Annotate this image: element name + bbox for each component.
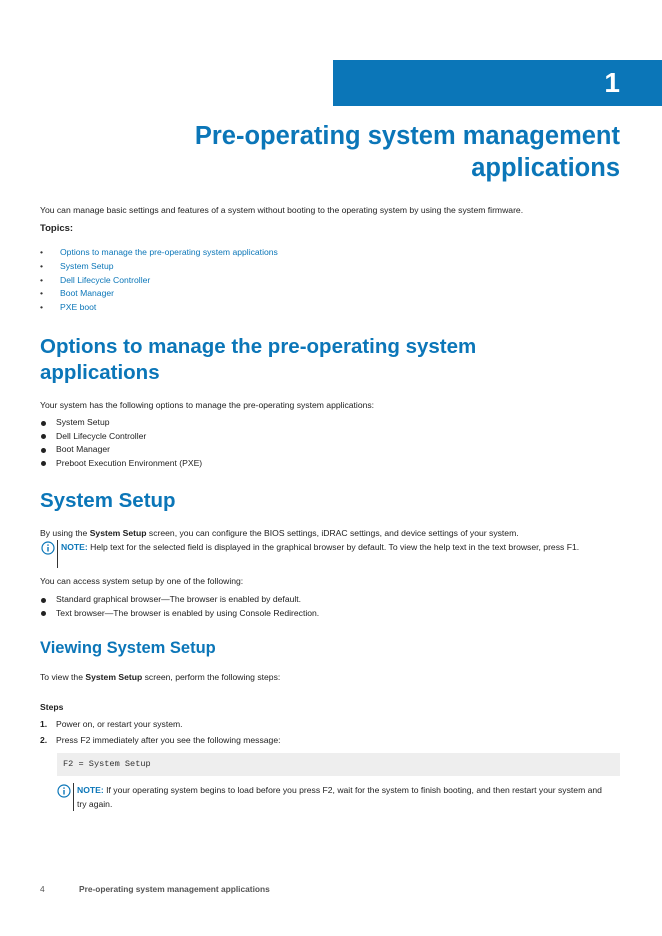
steps-label: Steps bbox=[40, 702, 64, 712]
viewing-paragraph-suffix: screen, perform the following steps: bbox=[142, 672, 281, 682]
list-item bbox=[40, 607, 319, 621]
topics-label: Topics: bbox=[40, 223, 74, 234]
bullet-dot-icon bbox=[41, 448, 46, 453]
note-help-text bbox=[41, 540, 621, 570]
chapter-title-line-1: Pre-operating system management bbox=[194, 122, 620, 150]
list-item bbox=[40, 593, 319, 607]
step-number: 2. bbox=[40, 734, 48, 745]
note-body: Help text for the selected field is displayed in the graphical browser by default. To view the help text in the text browser, press F1. bbox=[87, 542, 580, 552]
step-item bbox=[40, 734, 281, 750]
topic-item bbox=[40, 301, 278, 315]
intro-paragraph: You can manage basic settings and features of a system without booting to the operating system by using the system firmware. bbox=[40, 205, 524, 215]
topic-link-pxe-boot[interactable]: PXE boot bbox=[60, 302, 97, 313]
section-heading-options bbox=[40, 334, 476, 386]
note-rule bbox=[73, 783, 74, 811]
note-boot-timing bbox=[57, 783, 621, 813]
viewing-paragraph-bold: System Setup bbox=[85, 672, 143, 682]
options-intro: Your system has the following options to manage the pre-operating system applications: bbox=[40, 400, 375, 410]
topic-link-system-setup[interactable]: System Setup bbox=[60, 260, 114, 271]
access-list bbox=[40, 593, 319, 620]
bullet-icon: • bbox=[40, 288, 44, 299]
topic-link-lifecycle-controller[interactable]: Dell Lifecycle Controller bbox=[60, 274, 151, 285]
step-number: 1. bbox=[40, 719, 48, 729]
info-icon bbox=[41, 541, 55, 555]
steps-list bbox=[40, 718, 281, 749]
chapter-number: 1 bbox=[604, 67, 620, 98]
bullet-dot-icon bbox=[41, 461, 46, 466]
chapter-title bbox=[60, 120, 620, 184]
note-body: If your operating system begins to load before you press F2, wait for the system to finish booting, and then restart your system and try again. bbox=[77, 785, 602, 809]
list-item-text: Preboot Execution Environment (PXE) bbox=[56, 457, 203, 468]
setup-paragraph-suffix: screen, you can configure the BIOS settings, iDRAC settings, and device settings of your system. bbox=[146, 528, 519, 538]
list-item bbox=[40, 443, 202, 457]
footer-title: Pre-operating system management applications bbox=[79, 884, 270, 894]
step-text: Press F2 immediately after you see the following message: bbox=[56, 734, 281, 745]
code-block bbox=[57, 753, 620, 776]
chapter-number-banner bbox=[333, 60, 662, 106]
topic-item bbox=[40, 274, 278, 288]
code-text: F2 = System Setup bbox=[63, 759, 151, 769]
note-text bbox=[61, 540, 601, 554]
setup-paragraph-prefix: By using the bbox=[40, 528, 90, 538]
topic-link-options[interactable]: Options to manage the pre-operating system applications bbox=[60, 247, 278, 257]
topic-item bbox=[40, 246, 278, 260]
topics-list bbox=[40, 246, 278, 315]
bullet-dot-icon bbox=[41, 421, 46, 426]
list-item bbox=[40, 457, 202, 471]
setup-paragraph-bold: System Setup bbox=[89, 528, 147, 538]
topic-link-boot-manager[interactable]: Boot Manager bbox=[60, 288, 114, 299]
list-item bbox=[40, 430, 202, 444]
bullet-dot-icon bbox=[41, 598, 46, 603]
section-heading-options-line-1: Options to manage the pre-operating system bbox=[40, 335, 477, 358]
section-heading-system-setup: System Setup bbox=[40, 489, 176, 512]
note-rule bbox=[57, 540, 58, 568]
options-list bbox=[40, 416, 202, 470]
list-item bbox=[40, 416, 202, 430]
note-label: NOTE: bbox=[61, 542, 88, 552]
chapter-title-line-2: applications bbox=[471, 154, 620, 182]
list-item-text: System Setup bbox=[56, 417, 110, 427]
info-icon bbox=[57, 784, 71, 798]
viewing-paragraph-prefix: To view the bbox=[40, 672, 86, 682]
topic-item bbox=[40, 260, 278, 274]
bullet-icon: • bbox=[40, 302, 44, 313]
list-item-text: Dell Lifecycle Controller bbox=[56, 430, 147, 441]
access-intro: You can access system setup by one of the following: bbox=[40, 576, 244, 586]
footer-page-number: 4 bbox=[40, 884, 45, 894]
step-text: Power on, or restart your system. bbox=[56, 719, 183, 729]
bullet-icon: • bbox=[40, 274, 44, 285]
bullet-dot-icon bbox=[41, 434, 46, 439]
note-label: NOTE: bbox=[77, 785, 104, 795]
topic-item bbox=[40, 287, 278, 301]
bullet-icon: • bbox=[40, 247, 44, 257]
note-text bbox=[77, 783, 602, 811]
step-item bbox=[40, 718, 281, 734]
list-item-text: Boot Manager bbox=[56, 444, 110, 455]
viewing-paragraph bbox=[40, 672, 280, 683]
section-heading-viewing: Viewing System Setup bbox=[40, 639, 216, 657]
section-heading-options-line-2: applications bbox=[40, 361, 160, 384]
list-item-text: Text browser—The browser is enabled by using Console Redirection. bbox=[56, 607, 320, 618]
setup-paragraph bbox=[40, 528, 519, 539]
list-item-text: Standard graphical browser—The browser is enabled by default. bbox=[56, 594, 302, 604]
bullet-icon: • bbox=[40, 260, 44, 271]
bullet-dot-icon bbox=[41, 611, 46, 616]
